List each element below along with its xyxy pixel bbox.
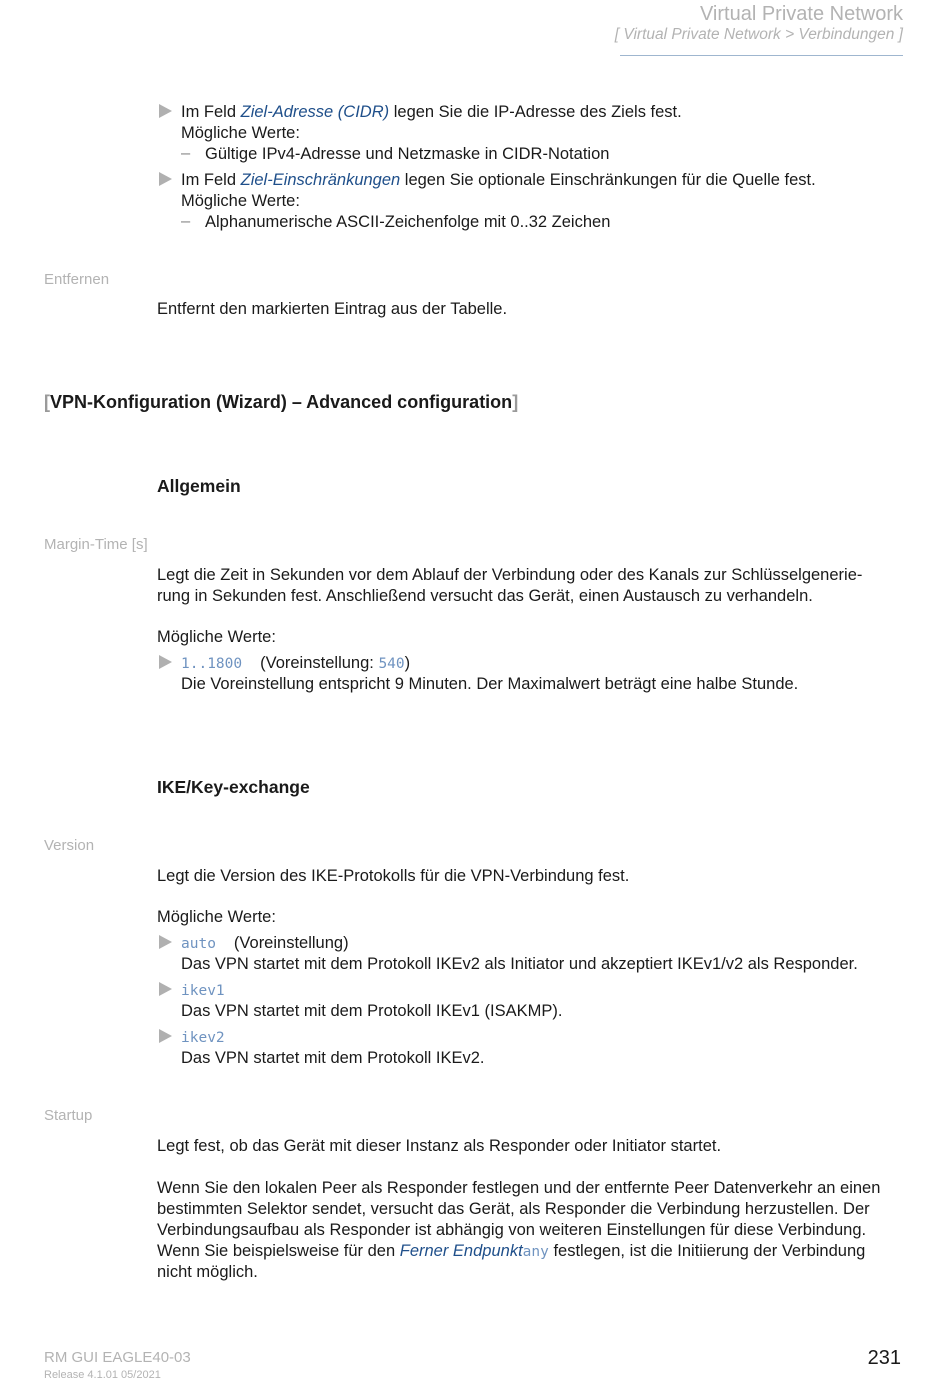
field-name: Ziel-Einschränkungen (240, 171, 401, 189)
option-ikev1-description: Das VPN startet mit dem Protokoll IKEv1 (ISAKMP). (181, 1002, 563, 1020)
header-rule (620, 55, 903, 56)
footer-release: Release 4.1.01 05/2021 (44, 1369, 161, 1381)
startup-description: Legt fest, ob das Gerät mit dieser Instanz als Responder oder Initiator startet. (157, 1137, 722, 1155)
bullet-triangle-icon (159, 982, 172, 996)
possible-values-label: Mögliche Werte: (181, 192, 300, 210)
page-number: 231 (867, 1347, 901, 1369)
option-auto-description: Das VPN startet mit dem Protokoll IKEv2 als Initiator und akzeptiert IKEv1/v2 als Responder. (181, 955, 858, 973)
version-description: Legt die Version des IKE-Protokolls für die VPN-Verbindung fest. (157, 867, 630, 885)
value-text: Alphanumerische ASCII-Zeichenfolge mit 0..32 Zeichen (205, 213, 611, 231)
startup-paragraph-4: Wenn Sie beispielsweise für den Ferner Endpunktany festlegen, ist die Initiierung der Verbindung (157, 1242, 866, 1260)
dash-bullet: – (181, 144, 191, 162)
subheading-allgemein: Allgemein (157, 476, 241, 496)
possible-values-label: Mögliche Werte: (157, 628, 276, 646)
section-title: [VPN-Konfiguration (Wizard) – Advanced configuration] (44, 392, 519, 412)
startup-paragraph-5: nicht möglich. (157, 1263, 258, 1281)
bullet-triangle-icon (159, 172, 172, 186)
option-code: auto (181, 936, 216, 952)
value-text: Gültige IPv4-Adresse und Netzmaske in CIDR-Notation (205, 145, 610, 163)
side-label-version: Version (44, 837, 95, 854)
side-label-startup: Startup (44, 1107, 93, 1124)
option-ikev2 (181, 1027, 225, 1048)
margin-note: Die Voreinstellung entspricht 9 Minuten. Der Maximalwert beträgt eine halbe Stunde. (181, 675, 799, 693)
side-label-entfernen: Entfernen (44, 271, 110, 288)
option-code: any (522, 1244, 549, 1260)
margin-range: 1..1800 (Voreinstellung: 540) (181, 654, 411, 672)
option-code: ikev2 (181, 1030, 225, 1046)
possible-values-label: Mögliche Werte: (181, 124, 300, 142)
possible-values-label: Mögliche Werte: (157, 908, 276, 926)
startup-paragraph-1: Wenn Sie den lokalen Peer als Responder festlegen und der entfernte Peer Datenverkehr an einen (157, 1179, 881, 1197)
bullet-triangle-icon (159, 1029, 172, 1043)
list-item-ziel-adresse: Im Feld Ziel-Adresse (CIDR) legen Sie die IP-Adresse des Ziels fest. (181, 103, 682, 121)
entfernen-description: Entfernt den markierten Eintrag aus der Tabelle. (157, 300, 508, 318)
list-item-ziel-einschraenkungen: Im Feld Ziel-Einschränkungen legen Sie optionale Einschränkungen für die Quelle fest. (181, 171, 816, 189)
option-code: ikev1 (181, 983, 225, 999)
option-ikev1 (181, 980, 225, 1001)
header-breadcrumb: [ Virtual Private Network > Verbindungen ] (614, 26, 903, 43)
margin-description-1: Legt die Zeit in Sekunden vor dem Ablauf der Verbindung oder des Kanals zur Schlüsselgenerie- (157, 566, 863, 584)
option-auto: auto (Voreinstellung) (181, 934, 349, 952)
startup-paragraph-3: Verbindungsaufbau als Responder ist abhängig von weiteren Einstellungen für diese Verbindung. (157, 1221, 867, 1239)
option-ikev2-description: Das VPN startet mit dem Protokoll IKEv2. (181, 1049, 485, 1067)
footer-document-name: RM GUI EAGLE40-03 (44, 1349, 191, 1366)
dash-bullet: – (181, 212, 191, 230)
bullet-triangle-icon (159, 104, 172, 118)
default-value: 540 (378, 656, 405, 672)
field-name: Ferner Endpunkt (399, 1242, 523, 1260)
bullet-triangle-icon (159, 935, 172, 949)
subheading-ike: IKE/Key-exchange (157, 777, 310, 797)
bullet-triangle-icon (159, 655, 172, 669)
margin-description-2: rung in Sekunden fest. Anschließend versucht das Gerät, einen Austausch zu verhandeln. (157, 587, 813, 605)
side-label-margin-time: Margin-Time [s] (44, 536, 148, 553)
header-title: Virtual Private Network (699, 3, 903, 25)
range-value: 1..1800 (181, 656, 243, 672)
startup-paragraph-2: bestimmten Selektor sendet, versucht das Gerät, als Responder die Verbindung herzustellen. Der (157, 1200, 870, 1218)
field-name: Ziel-Adresse (CIDR) (240, 103, 390, 121)
